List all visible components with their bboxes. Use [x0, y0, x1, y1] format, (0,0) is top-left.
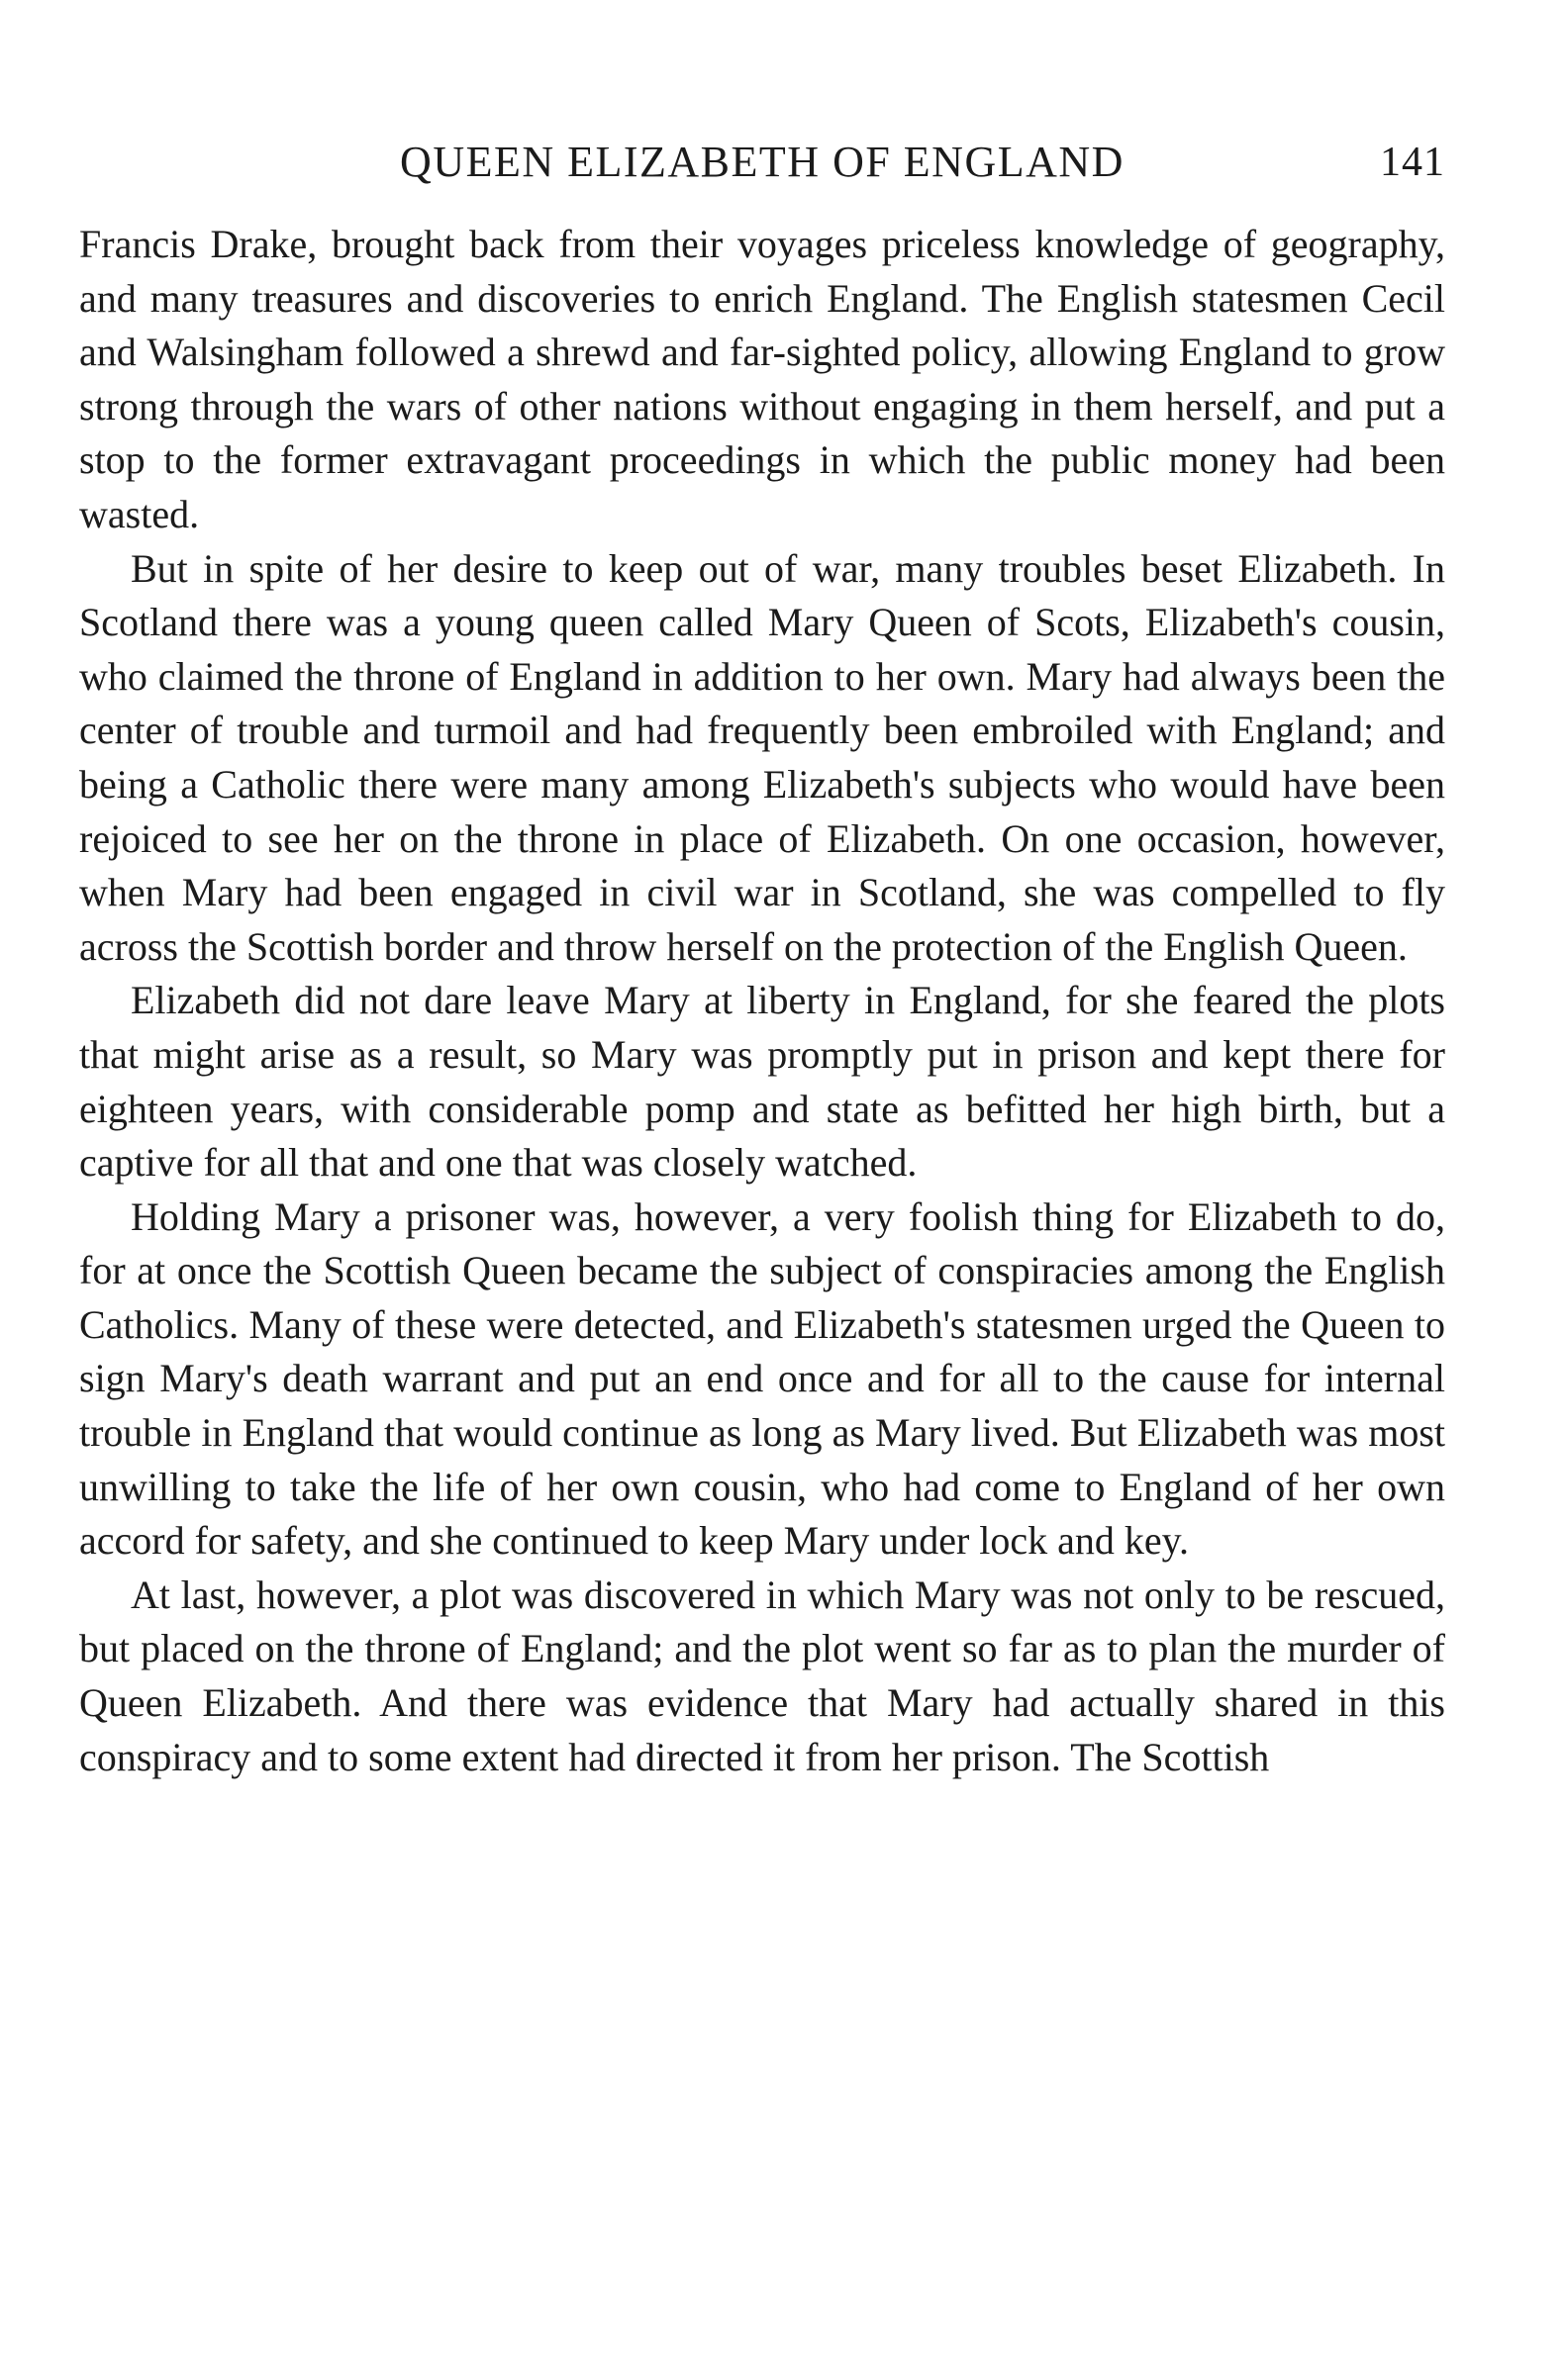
book-page	[79, 129, 1445, 1784]
page-number: 141	[1380, 140, 1445, 185]
paragraph: At last, however, a plot was discovered in which Mary was not only to be rescued, but placed on the throne of England; and the plot went so far as to plan the murder of Queen Elizabeth. And there was evidence that Mary had actually shared in this conspiracy and to some extent had directed it from her prison. The Scottish	[79, 1571, 1445, 1779]
body-text	[79, 218, 1445, 1784]
paragraph: Holding Mary a prisoner was, however, a very foolish thing for Elizabeth to do, for at once the Scottish Queen became the subject of conspiracies among the English Catholics. Many of these were detected, and Elizabeth's statesmen urged the Queen to sign Mary's death warrant and put an end once and for all to the cause for internal trouble in England that would continue as long as Mary lived. But Elizabeth was most unwilling to take the life of her own cousin, who had come to England of her own accord for safety, and she continued to keep Mary under lock and key.	[79, 1193, 1445, 1564]
running-header	[79, 129, 1445, 218]
paragraph-continued: Francis Drake, brought back from their voyages priceless knowledge of geography, and many treasures and discoveries to enrich England. The English statesmen Cecil and Walsingham followed a shrewd and far-sighted policy, allowing England to grow strong through the wars of other nations without engaging in them herself, and put a stop to the former extravagant proceedings in which the public money had been wasted.	[79, 222, 1445, 536]
paragraph: But in spite of her desire to keep out of war, many troubles beset Elizabeth. In Scotland there was a young queen called Mary Queen of Scots, Elizabeth's cousin, who claimed the throne of England in addition to her own. Mary had always been the center of trouble and turmoil and had frequently been embroiled with England; and being a Catholic there were many among Elizabeth's subjects who would have been rejoiced to see her on the throne in place of Elizabeth. On one occasion, however, when Mary had been engaged in civil war in Scotland, she was compelled to fly across the Scottish border and throw herself on the protection of the English Queen.	[79, 545, 1445, 969]
running-title: QUEEN ELIZABETH OF ENGLAND	[400, 138, 1125, 186]
paragraph: Elizabeth did not dare leave Mary at liberty in England, for she feared the plots that might arise as a result, so Mary was promptly put in prison and kept there for eighteen years, with considerable pomp and state as befitted her high birth, but a captive for all that and one that was closely watched.	[79, 978, 1445, 1186]
